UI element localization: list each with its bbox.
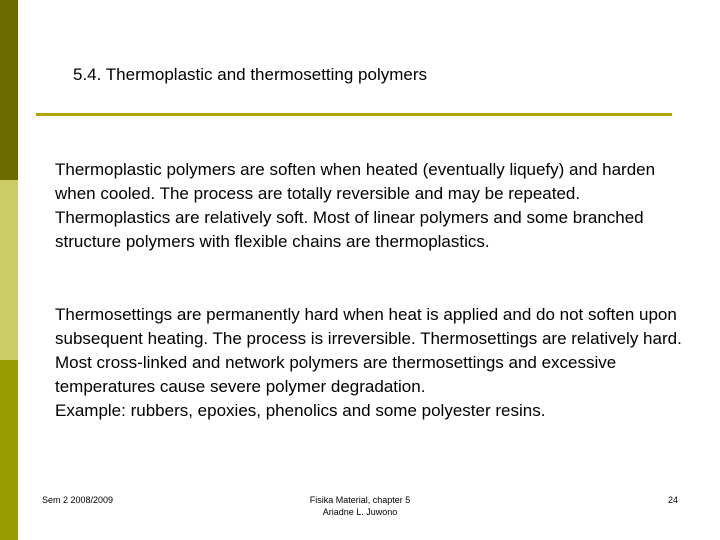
example-line: Example: rubbers, epoxies, phenolics and some polyester resins. xyxy=(55,401,546,420)
footer-page-number: 24 xyxy=(667,495,678,505)
slide-title: 5.4. Thermoplastic and thermosetting polymers xyxy=(73,65,428,84)
paragraph-thermoplastic: Thermoplastic polymers are soften when heated (eventually liquefy) and harden when cooled. The process are totally reversible and may be repeated. Thermoplastics are relatively soft. Most of linear polymers and some branched structure polymers with flexible chains are thermoplastics. xyxy=(55,160,656,251)
paragraph-thermosetting-block xyxy=(55,303,695,423)
decorative-bar-top xyxy=(0,0,18,180)
decorative-bar-middle xyxy=(0,180,18,360)
footer-semester: Sem 2 2008/2009 xyxy=(42,495,114,505)
footer-course xyxy=(260,494,460,518)
footer-course-title: Fisika Material, chapter 5 xyxy=(309,495,411,505)
title-divider xyxy=(36,113,672,116)
footer-author: Ariadne L. Juwono xyxy=(322,507,398,517)
decorative-bar-bottom xyxy=(0,360,18,540)
paragraph-thermosetting: Thermosettings are permanently hard when heat is applied and do not soften upon subsequent heating. The process is irreversible. Thermosettings are relatively hard. Most cross-linked and network polymers are thermosettings and excessive temperatures cause severe polymer degradation. xyxy=(55,305,682,396)
